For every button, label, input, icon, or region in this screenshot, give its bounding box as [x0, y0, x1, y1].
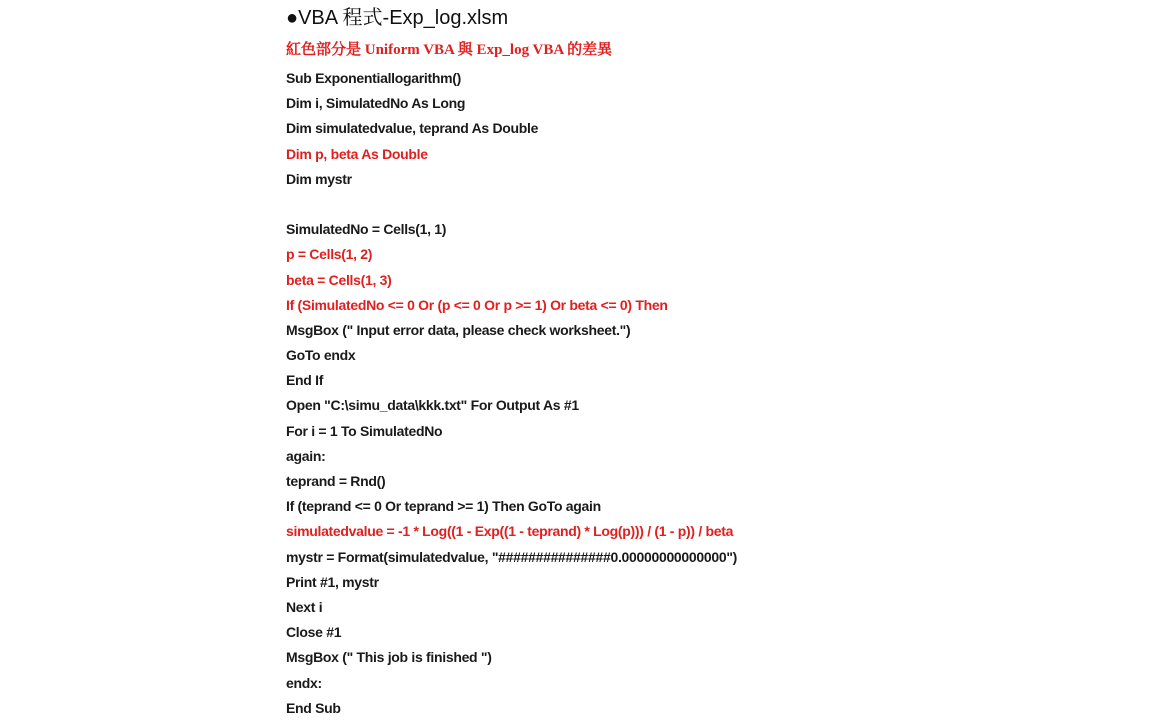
subtitle-note: 紅色部分是 Uniform VBA 與 Exp_log VBA 的差異: [286, 42, 613, 58]
code-line-highlighted: p = Cells(1, 2): [286, 246, 373, 263]
code-line: Open "C:\simu_data\kkk.txt" For Output As #1: [286, 397, 579, 414]
code-line: SimulatedNo = Cells(1, 1): [286, 221, 447, 238]
code-line: End If: [286, 372, 324, 389]
code-line-highlighted: Dim p, beta As Double: [286, 145, 428, 162]
code-line: For i = 1 To SimulatedNo: [286, 422, 443, 439]
code-line-highlighted: beta = Cells(1, 3): [286, 271, 392, 288]
code-listing: [286, 66, 737, 720]
code-line: MsgBox (" Input error data, please check worksheet."): [286, 321, 631, 338]
code-line: MsgBox (" This job is finished "): [286, 649, 492, 666]
code-line: [286, 192, 737, 217]
code-line: again:: [286, 447, 326, 464]
code-line: Print #1, mystr: [286, 573, 379, 590]
code-line: GoTo endx: [286, 347, 356, 364]
code-line: End Sub: [286, 699, 341, 716]
code-line-highlighted: simulatedvalue = -1 * Log((1 - Exp((1 - teprand) * Log(p))) / (1 - p)) / beta: [286, 523, 734, 540]
code-line: Sub Exponentiallogarithm(): [286, 70, 461, 86]
code-line: Close #1: [286, 624, 342, 641]
code-line: Dim i, SimulatedNo As Long: [286, 95, 466, 112]
code-line: endx:: [286, 674, 322, 691]
code-line-highlighted: If (SimulatedNo <= 0 Or (p <= 0 Or p >= 1) Or beta <= 0) Then: [286, 296, 668, 313]
code-line: If (teprand <= 0 Or teprand >= 1) Then GoTo again: [286, 498, 601, 515]
code-line: mystr = Format(simulatedvalue, "###############0.00000000000000"): [286, 548, 738, 565]
code-line: Dim mystr: [286, 170, 352, 187]
page-title: ●VBA 程式-Exp_log.xlsm: [286, 7, 509, 29]
code-line: Next i: [286, 598, 323, 615]
code-line: teprand = Rnd(): [286, 473, 386, 489]
code-line: Dim simulatedvalue, teprand As Double: [286, 120, 539, 137]
